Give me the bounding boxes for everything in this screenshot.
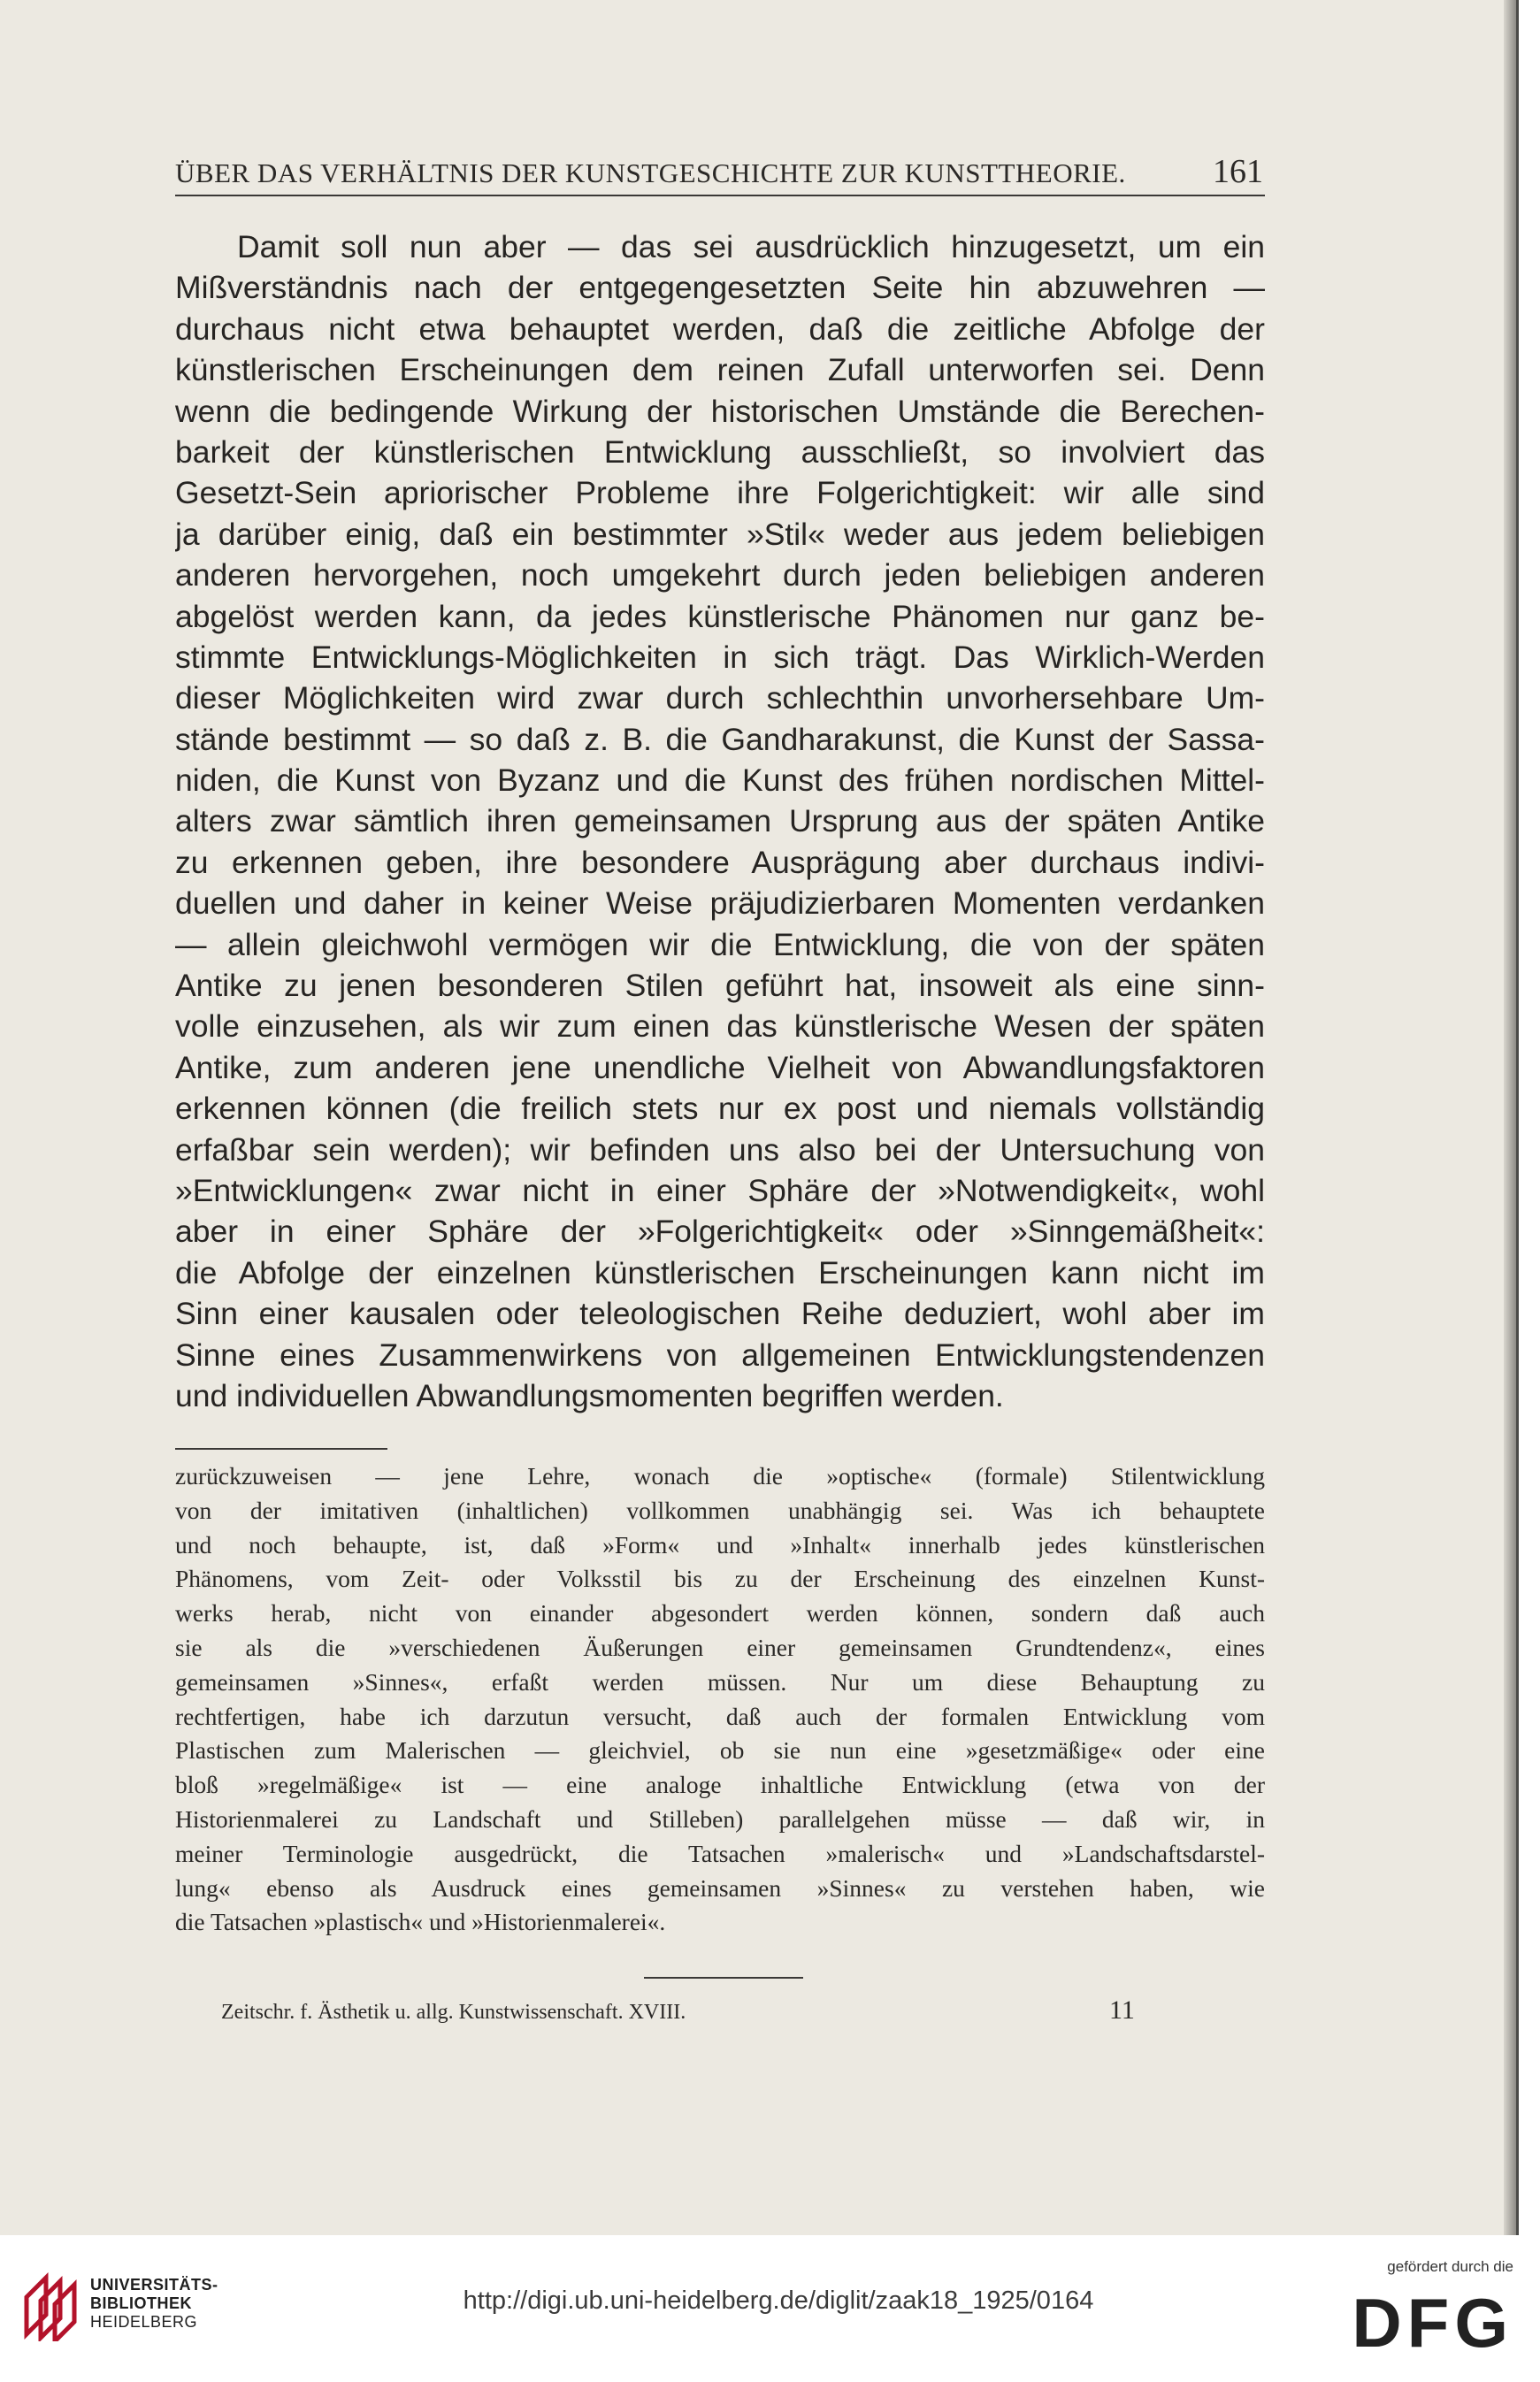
library-name[interactable]	[90, 2276, 218, 2332]
text-line: volle einzusehen, als wir zum einen das künstlerische Wesen der späten	[175, 1008, 1265, 1045]
text-line: künstlerischen Erscheinungen dem reinen Zufall unterworfen sei. Denn	[175, 352, 1265, 388]
text-line: durchaus nicht etwa behauptet werden, daß die zeitliche Abfolge der	[175, 310, 1265, 347]
footnote-line: meiner Terminologie ausgedrückt, die Tatsachen »malerisch« und »Landschaftsdarstel-	[175, 1839, 1265, 1867]
text-line: — allein gleichwohl vermögen wir die Entwicklung, die von der späten	[175, 926, 1265, 962]
text-line: Antike zu jenen besonderen Stilen geführt hat, insoweit als eine sinn-	[175, 968, 1265, 1004]
text-line: ja darüber einig, daß ein bestimmter »Stil« weder aus jedem beliebigen	[175, 516, 1265, 552]
text-line: anderen hervorgehen, noch umgekehrt durch jeden beliebigen anderen	[175, 557, 1265, 594]
text-line: erfaßbar sein werden); wir befinden uns also bei der Untersuchung von	[175, 1131, 1265, 1168]
page-number: 161	[1213, 153, 1263, 190]
footnote-line: und noch behaupte, ist, daß »Form« und »Inhalt« innerhalb jedes künstlerischen	[175, 1530, 1265, 1559]
text-line: wenn die bedingende Wirkung der historischen Umstände die Berechen-	[175, 393, 1265, 429]
footnote-line: Phänomens, vom Zeit- oder Volksstil bis zu der Erscheinung des einzelnen Kunst-	[175, 1565, 1265, 1593]
text-line: Antike, zum anderen jene unendliche Vielheit von Abwandlungsfaktoren	[175, 1049, 1265, 1085]
running-header	[175, 150, 1265, 196]
text-line: alters zwar sämtlich ihren gemeinsamen Ursprung aus der späten Antike	[175, 803, 1265, 839]
footnote-line: lung« ebenso als Ausdruck eines gemeinsamen »Sinnes« zu verstehen haben, wie	[175, 1873, 1265, 1902]
text-line: barkeit der künstlerischen Entwicklung ausschließt, so involviert das	[175, 433, 1265, 470]
text-line: duellen und daher in keiner Weise präjudizierbaren Momenten verdanken	[175, 885, 1265, 922]
footnote-line: rechtfertigen, habe ich darzutun versucht, daß auch der formalen Entwicklung vom	[175, 1702, 1265, 1730]
text-line: Sinn einer kausalen oder teleologischen Reihe deduziert, wohl aber im	[175, 1296, 1265, 1332]
library-logo-icon[interactable]	[19, 2271, 85, 2341]
text-line: die Abfolge der einzelnen künstlerischen Erscheinungen kann nicht im	[175, 1254, 1265, 1291]
footnote-line: Plastischen zum Malerischen — gleichviel, ob sie nun eine »gesetzmäßige« oder eine	[175, 1736, 1265, 1765]
footnote	[175, 1459, 1265, 1940]
text-line: stände bestimmt — so daß z. B. die Gandharakunst, die Kunst der Sassa-	[175, 721, 1265, 757]
footnote-line: zurückzuweisen — jene Lehre, wonach die »optische« (formale) Stilentwicklung	[175, 1462, 1265, 1490]
funding-note: gefördert durch die	[1387, 2258, 1513, 2275]
text-line: Sinne eines Zusammenwirkens von allgemeinen Entwicklungstendenzen	[175, 1337, 1265, 1373]
footnote-line: sie als die »verschiedenen Äußerungen einer gemeinsamen Grundtendenz«, eines	[175, 1633, 1265, 1661]
footnote-line: werks herab, nicht von einander abgesondert werden können, sondern daß auch	[175, 1599, 1265, 1628]
viewer-footer-bar	[0, 2235, 1540, 2382]
text-line: Damit soll nun aber — das sei ausdrücklich hinzugesetzt, um ein	[237, 229, 1265, 264]
journal-signature: Zeitschr. f. Ästhetik u. allg. Kunstwissenschaft. XVIII.	[221, 2001, 686, 2024]
library-name-line: UNIVERSITÄTS-	[90, 2276, 218, 2294]
footnote-line: von der imitativen (inhaltlichen) vollkommen unabhängig sei. Was ich behauptete	[175, 1496, 1265, 1524]
footnote-line: die Tatsachen »plastisch« und »Historienmalerei«.	[175, 1908, 666, 1936]
text-line: Mißverständnis nach der entgegengesetzten Seite hin abzuwehren —	[175, 270, 1265, 306]
end-rule	[644, 1977, 803, 1979]
dfg-logo[interactable]: DFG	[1352, 2284, 1513, 2362]
sheet-number: 11	[1109, 1995, 1135, 2025]
text-line: zu erkennen geben, ihre besondere Ausprägung aber durchaus indivi-	[175, 844, 1265, 880]
running-title: ÜBER DAS VERHÄLTNIS DER KUNSTGESCHICHTE ZUR KUNSTTHEORIE.	[175, 157, 1126, 188]
text-line: erkennen können (die freilich stets nur ex post und niemals vollständig	[175, 1091, 1265, 1127]
main-paragraph	[175, 226, 1265, 1416]
page-edge	[1504, 0, 1516, 2235]
text-line: abgelöst werden kann, da jedes künstlerische Phänomen nur ganz be-	[175, 598, 1265, 634]
permalink-url[interactable]: http://digi.ub.uni-heidelberg.de/diglit/zaak18_1925/0164	[463, 2286, 1094, 2315]
footnote-separator	[175, 1448, 387, 1450]
text-line: niden, die Kunst von Byzanz und die Kunst des frühen nordischen Mittel-	[175, 762, 1265, 799]
library-name-line: BIBLIOTHEK	[90, 2294, 192, 2312]
text-line: dieser Möglichkeiten wird zwar durch schlechthin unvorhersehbare Um-	[175, 680, 1265, 716]
text-line: stimmte Entwicklungs-Möglichkeiten in sich trägt. Das Wirklich-Werden	[175, 639, 1265, 675]
library-name-line: HEIDELBERG	[90, 2313, 198, 2331]
text-line: »Entwicklungen« zwar nicht in einer Sphäre der »Notwendigkeit«, wohl	[175, 1172, 1265, 1208]
text-line: Gesetzt-Sein apriorischer Probleme ihre Folgerichtigkeit: wir alle sind	[175, 475, 1265, 511]
footnote-line: bloß »regelmäßige« ist — eine analoge inhaltliche Entwicklung (etwa von der	[175, 1771, 1265, 1799]
footnote-line: Historienmalerei zu Landschaft und Stilleben) parallelgehen müsse — daß wir, in	[175, 1804, 1265, 1833]
text-line: und individuellen Abwandlungsmomenten begriffen werden.	[175, 1377, 1004, 1413]
text-line: aber in einer Sphäre der »Folgerichtigkeit« oder »Sinngemäßheit«:	[175, 1214, 1265, 1250]
footnote-line: gemeinsamen »Sinnes«, erfaßt werden müssen. Nur um diese Behauptung zu	[175, 1667, 1265, 1696]
